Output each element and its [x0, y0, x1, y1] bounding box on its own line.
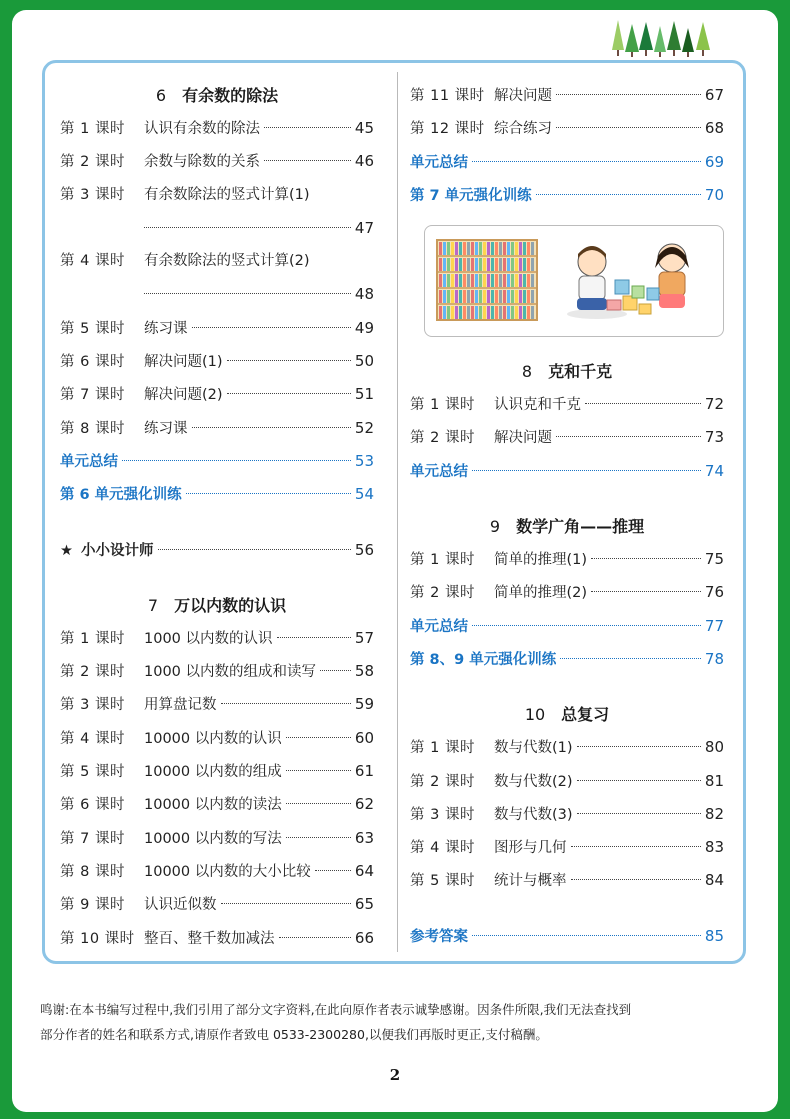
toc-entry[interactable]: 第 11 课时 解决问题 67	[410, 86, 724, 104]
unit-training-entry[interactable]: 第 7 单元强化训练 70	[410, 185, 724, 204]
toc-entry[interactable]: 第 1 课时 简单的推理(1) 75	[410, 550, 724, 569]
unit-9-heading: 9 数学广角——推理	[489, 517, 645, 537]
toc-entry[interactable]: 第 7 课时 解决问题(2) 51	[60, 385, 374, 404]
bookshelf-and-children-illustration	[427, 228, 715, 334]
toc-entry[interactable]: 第 1 课时 数与代数(1) 80	[410, 738, 724, 757]
toc-entry[interactable]: 第 8 课时 练习课 52	[60, 418, 374, 437]
toc-entry[interactable]: 第 10 课时 整百、整千数加减法 66	[60, 928, 374, 947]
unit-7-heading: 7 万以内数的认识	[147, 595, 287, 615]
toc-entry-continued[interactable]: 47	[60, 212, 374, 245]
star-icon: ★	[60, 542, 73, 559]
unit-10-heading: 10 总复习	[524, 705, 610, 725]
unit-summary-entry[interactable]: 单元总结 74	[410, 461, 724, 480]
unit-training-entry[interactable]: 第 8、9 单元强化训练 78	[410, 649, 724, 668]
illustration	[424, 225, 724, 337]
toc-left-column	[60, 79, 374, 955]
toc-entry[interactable]: 第 7 课时 10000 以内数的写法 63	[60, 828, 374, 847]
toc-entry[interactable]: 第 2 课时 余数与除数的关系 46	[60, 152, 374, 171]
toc-entry[interactable]: 第 3 课时 有余数除法的竖式计算(1)	[60, 186, 310, 203]
answers-entry[interactable]: 参考答案 85	[410, 926, 724, 945]
toc-entry[interactable]: 第 6 课时 解决问题(1) 50	[60, 352, 374, 371]
acknowledgement-note: 鸣谢:在本书编写过程中,我们引用了部分文字资料,在此向原作者表示诚挚感谢。因条件所限,我们无法查找到 部分作者的姓名和联系方式,请原作者致电 0533-2300280,以便我们再版时更正,支付稿酬。	[40, 1002, 632, 1042]
toc-entry[interactable]: 第 4 课时 有余数除法的竖式计算(2)	[60, 253, 310, 270]
toc-entry[interactable]: 第 1 课时 认识克和千克 72	[410, 395, 724, 414]
toc-right-column	[410, 79, 724, 953]
unit-summary-entry[interactable]: 单元总结 77	[410, 616, 724, 635]
toc-entry[interactable]: 第 2 课时 简单的推理(2) 76	[410, 583, 724, 602]
toc-entry[interactable]: 第 9 课时 认识近似数 65	[60, 895, 374, 914]
unit-6-heading: 6 有余数的除法	[155, 86, 279, 105]
unit-training-entry[interactable]: 第 6 单元强化训练 54	[60, 485, 374, 504]
toc-entry[interactable]: 第 2 课时 1000 以内数的组成和读写 58	[60, 662, 374, 681]
toc-entry-continued[interactable]: 48	[60, 278, 374, 311]
unit-summary-entry[interactable]: 单元总结 53	[60, 451, 374, 470]
trees-decoration-icon	[612, 18, 716, 58]
toc-entry[interactable]: 第 5 课时 10000 以内数的组成 61	[60, 762, 374, 781]
toc-entry[interactable]: 第 5 课时 练习课 49	[60, 318, 374, 337]
toc-entry[interactable]: 第 3 课时 数与代数(3) 82	[410, 804, 724, 823]
toc-entry[interactable]: 第 1 课时 认识有余数的除法 45	[60, 119, 374, 137]
toc-entry[interactable]: 第 8 课时 10000 以内数的大小比较 64	[60, 861, 374, 880]
toc-entry[interactable]: 第 12 课时 综合练习 68	[410, 119, 724, 138]
toc-entry[interactable]: 第 2 课时 数与代数(2) 81	[410, 771, 724, 790]
toc-entry[interactable]: 第 1 课时 1000 以内数的认识 57	[60, 628, 374, 647]
designer-entry[interactable]: ★ 小小设计师 56	[60, 534, 374, 567]
column-divider	[397, 72, 398, 952]
toc-entry[interactable]: 第 3 课时 用算盘记数 59	[60, 695, 374, 714]
unit-8-heading: 8 克和千克	[521, 362, 613, 382]
toc-entry[interactable]: 第 5 课时 统计与概率 84	[410, 871, 724, 890]
unit-summary-entry[interactable]: 单元总结 69	[410, 152, 724, 171]
toc-entry[interactable]: 第 2 课时 解决问题 73	[410, 428, 724, 447]
toc-entry[interactable]: 第 4 课时 10000 以内数的认识 60	[60, 728, 374, 747]
page-number: 2	[389, 1066, 401, 1084]
toc-entry[interactable]: 第 6 课时 10000 以内数的读法 62	[60, 795, 374, 814]
toc-entry[interactable]: 第 4 课时 图形与几何 83	[410, 838, 724, 857]
